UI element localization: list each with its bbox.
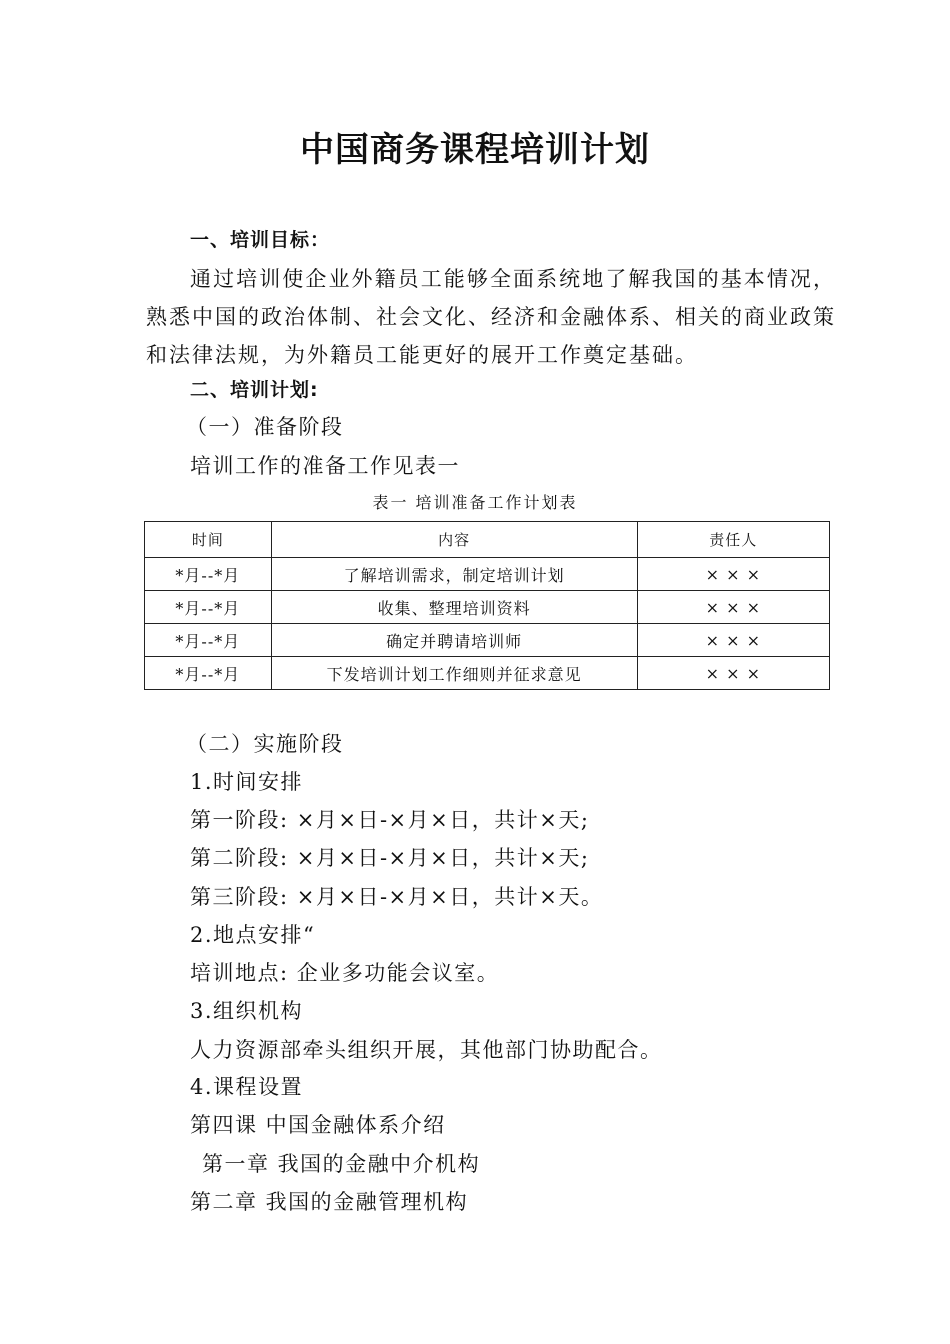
table-header-time: 时间: [145, 522, 272, 558]
section2-heading: 二、培训计划:: [190, 379, 319, 401]
item-org-heading: 3.组织机构: [190, 999, 304, 1023]
table-cell-content: 下发培训计划工作细则并征求意见: [271, 657, 637, 690]
table-cell-time: *月--*月: [145, 558, 272, 591]
table-row: [145, 591, 830, 624]
section1-paragraph: 通过培训使企业外籍员工能够全面系统地了解我国的基本情况，熟悉中国的政治体制、社会文化、经济和金融体系、相关的商业政策和法律法规，为外籍员工能更好的展开工作奠定基础。: [146, 267, 836, 367]
item-org: 人力资源部牵头组织开展，其他部门协助配合。: [190, 1038, 663, 1062]
item-location-heading: 2.地点安排“: [190, 923, 316, 947]
item-course-lesson: 第四课 中国金融体系介绍: [190, 1113, 446, 1137]
table-row: [145, 558, 830, 591]
table-cell-content: 收集、整理培训资料: [271, 591, 637, 624]
stage1-title: （一）准备阶段: [186, 415, 344, 439]
table-row: [145, 624, 830, 657]
item-phase-3: 第三阶段: ×月×日-×月×日，共计×天。: [190, 885, 604, 909]
table-cell-content: 了解培训需求，制定培训计划: [271, 558, 637, 591]
table-row: [145, 657, 830, 690]
table-cell-owner: × × ×: [637, 624, 829, 657]
table-cell-time: *月--*月: [145, 624, 272, 657]
document-title: 中国商务课程培训计划: [300, 130, 650, 170]
item-course-heading: 4.课程设置: [190, 1075, 304, 1099]
table-cell-owner: × × ×: [637, 657, 829, 690]
item-chapter-1: 第一章 我国的金融中介机构: [202, 1152, 481, 1176]
table-cell-time: *月--*月: [145, 657, 272, 690]
table-header-row: [145, 522, 830, 558]
stage2-title: （二）实施阶段: [186, 732, 344, 756]
item-phase-2: 第二阶段: ×月×日-×月×日，共计×天;: [190, 846, 590, 870]
item-chapter-2: 第二章 我国的金融管理机构: [190, 1190, 469, 1214]
table-cell-owner: × × ×: [637, 591, 829, 624]
table-cell-time: *月--*月: [145, 591, 272, 624]
table-header-owner: 责任人: [637, 522, 829, 558]
plan-table: [144, 521, 830, 690]
table-cell-content: 确定并聘请培训师: [271, 624, 637, 657]
section1-heading: 一、培训目标：: [190, 229, 331, 251]
table-header-content: 内容: [271, 522, 637, 558]
item-time-heading: 1.时间安排: [190, 770, 304, 794]
table-cell-owner: × × ×: [637, 558, 829, 591]
table-caption: 表一 培训准备工作计划表: [372, 493, 578, 512]
item-phase-1: 第一阶段: ×月×日-×月×日，共计×天;: [190, 808, 590, 832]
item-location: 培训地点: 企业多功能会议室。: [190, 961, 500, 985]
stage1-intro: 培训工作的准备工作见表一: [190, 454, 460, 478]
